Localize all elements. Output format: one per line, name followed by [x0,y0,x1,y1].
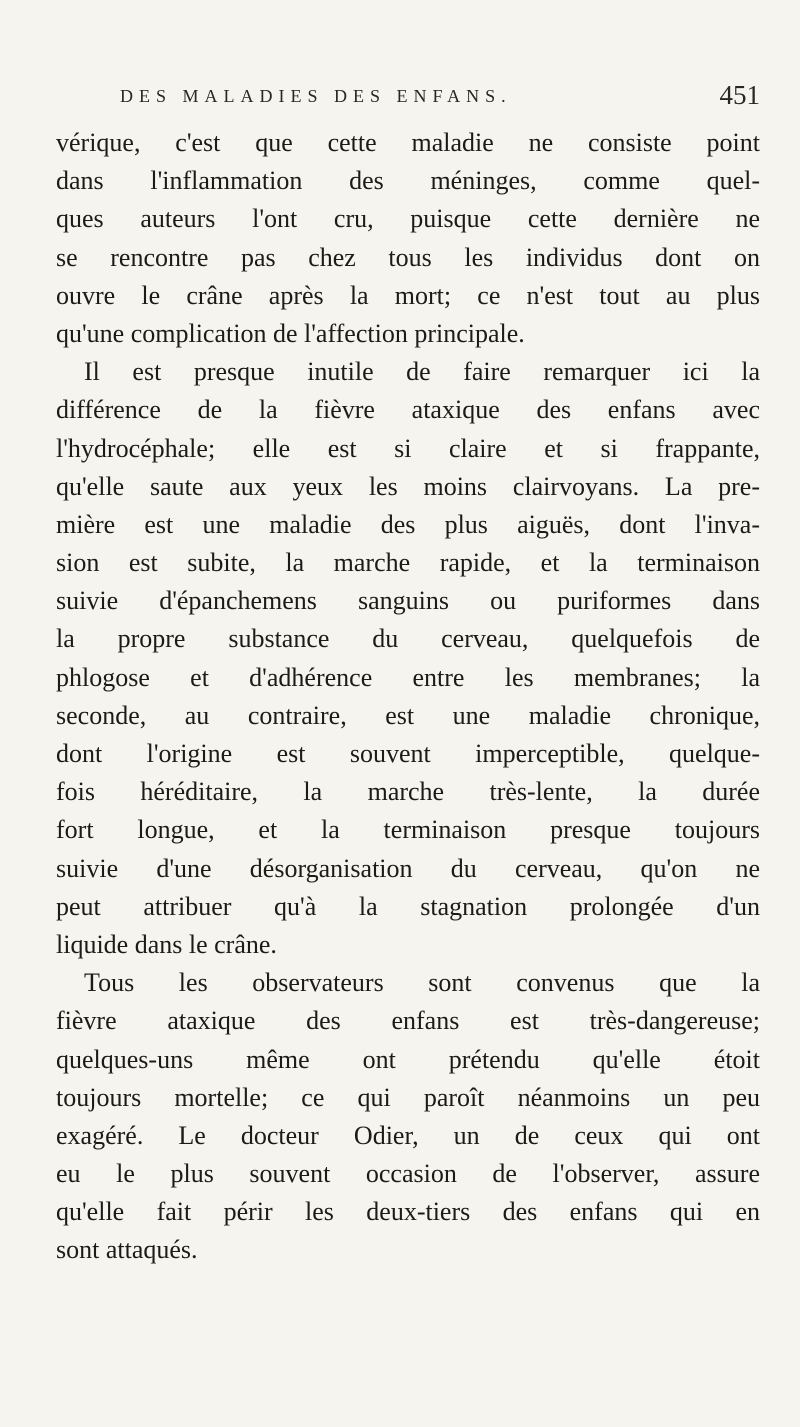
body-text [56,124,760,1270]
running-head [120,80,760,120]
text-line: suivie d'épanchemens sanguins ou puriformes dans [56,586,760,616]
text-line: dont l'origine est souvent imperceptible, quelque- [56,739,760,768]
text-line: peut attribuer qu'à la stagnation prolongée d'un [56,891,760,921]
text-line: Tous les observateurs sont convenus que la [84,968,760,998]
text-line: liquide dans le crâne. [56,929,277,959]
text-line: mière est une maladie des plus aiguës, dont l'inva- [56,509,760,539]
text-line: différence de la fièvre ataxique des enfans avec [56,395,760,425]
text-line: eu le plus souvent occasion de l'observer, assure [56,1159,760,1189]
text-line: fort longue, et la terminaison presque toujours [56,815,760,845]
text-line: vérique, c'est que cette maladie ne consiste point [56,128,760,157]
text-line: la propre substance du cerveau, quelquefois de [56,624,760,654]
text-line: sont attaqués. [56,1235,198,1265]
text-line: fièvre ataxique des enfans est très-dangereuse; [56,1006,760,1036]
text-line: qu'une complication de l'affection principale. [56,318,525,348]
text-line: seconde, au contraire, est une maladie chronique, [56,700,760,730]
text-line: fois héréditaire, la marche très-lente, la durée [56,777,760,807]
text-line: toujours mortelle; ce qui paroît néanmoins un peu [56,1082,760,1112]
text-line: suivie d'une désorganisation du cerveau, qu'on ne [56,853,760,883]
text-line: qu'elle fait périr les deux-tiers des enfans qui en [56,1197,760,1227]
text-line: exagéré. Le docteur Odier, un de ceux qui ont [56,1120,760,1150]
page-number: 451 [719,80,760,110]
text-line: sion est subite, la marche rapide, et la terminaison [56,548,760,578]
text-line: l'hydrocéphale; elle est si claire et si frappante, [56,433,760,463]
text-line: se rencontre pas chez tous les individus dont on [56,242,760,272]
text-line: dans l'inflammation des méninges, comme quel- [56,166,760,196]
text-line: qu'elle saute aux yeux les moins clairvoyans. La pre- [56,471,760,501]
text-line: Il est presque inutile de faire remarquer ici la [84,357,760,387]
text-line: quelques-uns même ont prétendu qu'elle étoit [56,1044,760,1074]
text-line: phlogose et d'adhérence entre les membranes; la [56,662,760,692]
text-line: ques auteurs l'ont cru, puisque cette dernière ne [56,204,760,234]
text-line: ouvre le crâne après la mort; ce n'est tout au plus [56,280,760,310]
running-title: DES MALADIES DES ENFANS. [120,86,512,106]
